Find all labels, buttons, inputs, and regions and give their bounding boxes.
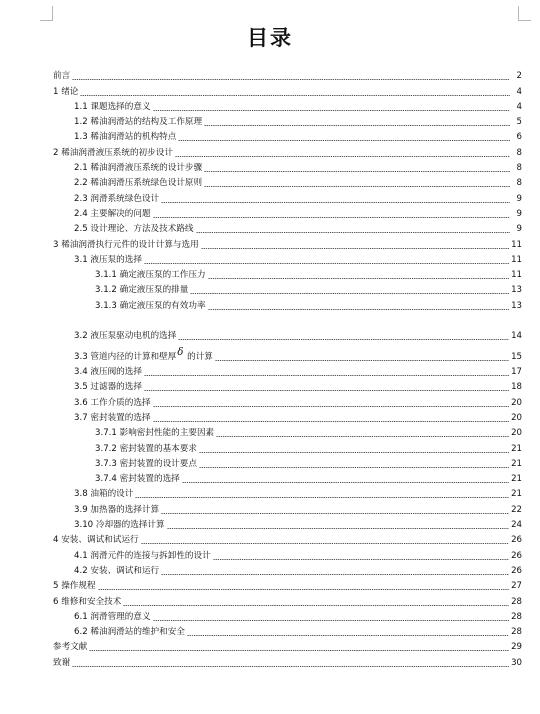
toc-entry-title: 6 维修和安全技术	[53, 596, 122, 607]
toc-page-number: 4	[516, 86, 522, 97]
dot-leader	[135, 497, 509, 498]
toc-page-number: 21	[511, 443, 522, 454]
dot-leader	[187, 635, 509, 636]
toc-page-number: 15	[511, 351, 522, 362]
toc-entry[interactable]	[53, 378, 522, 393]
toc-page-number: 21	[511, 474, 522, 485]
toc-entry-title: 1.2 稀油润滑站的结构及工作原理	[74, 117, 203, 128]
toc-entry-title: 3.8 油箱的设计	[74, 489, 134, 500]
toc-page-number: 28	[511, 611, 522, 622]
toc-entry-title: 3.7.3 密封装置的设计要点	[95, 458, 197, 469]
toc-page-number: 9	[516, 208, 522, 219]
dot-leader	[153, 110, 510, 111]
toc-entry[interactable]	[53, 159, 522, 174]
toc-page-number: 11	[511, 254, 522, 265]
toc-entry[interactable]	[53, 82, 522, 97]
toc-entry[interactable]	[53, 363, 522, 378]
toc-entry[interactable]	[53, 143, 522, 158]
toc-page-number: 11	[511, 239, 522, 250]
toc-entry[interactable]	[53, 67, 522, 82]
delta-symbol: δ	[177, 346, 184, 358]
toc-page-number: 21	[511, 458, 522, 469]
toc-entry-title: 3.4 液压阀的选择	[74, 367, 142, 378]
toc-entry[interactable]	[53, 98, 522, 113]
toc-page-number: 9	[516, 224, 522, 235]
dot-leader	[216, 436, 509, 437]
toc-entry-title: 2.1 稀油润滑液压系统的设计步骤	[74, 163, 203, 174]
toc-page-number: 26	[511, 550, 522, 561]
toc-entry-title: 3.6 工作介质的选择	[74, 397, 151, 408]
toc-page-number: 4	[516, 101, 522, 112]
dot-leader	[144, 375, 509, 376]
dot-leader	[153, 421, 510, 422]
toc-page-number: 2	[516, 71, 522, 82]
toc-entry[interactable]	[53, 424, 522, 439]
dot-leader	[153, 620, 510, 621]
dot-leader	[72, 79, 510, 80]
toc-entry-title: 3.7.2 密封装置的基本要求	[95, 443, 197, 454]
toc-page-number: 20	[511, 428, 522, 439]
dot-leader	[215, 360, 509, 361]
toc-entry-title: 3.7 密封装置的选择	[74, 412, 151, 423]
toc-entry[interactable]	[53, 500, 522, 515]
toc-entry[interactable]	[53, 546, 522, 561]
toc-entry[interactable]	[53, 189, 522, 204]
toc-entry[interactable]	[53, 220, 522, 235]
toc-entry[interactable]	[53, 393, 522, 408]
toc-page-number: 11	[511, 270, 522, 281]
dot-leader	[199, 467, 509, 468]
dot-leader	[89, 650, 509, 651]
toc-entry-title: 3.9 加热器的选择计算	[74, 504, 160, 515]
dot-leader	[182, 482, 509, 483]
toc-page-number: 9	[516, 193, 522, 204]
toc-entry[interactable]	[53, 281, 522, 296]
dot-leader	[199, 452, 509, 453]
dot-leader	[178, 339, 509, 340]
toc-page-number: 24	[511, 520, 522, 531]
toc-page-number: 29	[511, 642, 522, 653]
dot-leader	[190, 293, 509, 294]
toc-entry-title: 2.5 设计理论、方法及技术路线	[74, 224, 194, 235]
toc-page-number: 13	[511, 300, 522, 311]
toc-page-number: 27	[511, 581, 522, 592]
page-title: 目录	[247, 26, 293, 50]
toc-entry[interactable]	[53, 296, 522, 311]
toc-page-number: 8	[516, 147, 522, 158]
toc-entry-title: 2.3 润滑系统绿色设计	[74, 193, 160, 204]
toc-entry[interactable]	[53, 266, 522, 281]
toc-entry-title: 1.1 课题选择的意义	[74, 101, 151, 112]
dot-leader	[123, 605, 509, 606]
dot-leader	[161, 574, 509, 575]
toc-entry-title: 4.1 润滑元件的连接与拆卸性的设计	[74, 550, 211, 561]
page-corner-mark-right	[518, 6, 531, 21]
toc-entry-title: 6.1 润滑管理的意义	[74, 611, 151, 622]
toc-entry[interactable]	[53, 470, 522, 485]
dot-leader	[153, 406, 510, 407]
toc-entry-title: 3.5 过滤器的选择	[74, 382, 142, 393]
toc-page-number: 8	[516, 178, 522, 189]
dot-leader	[178, 140, 510, 141]
toc-entry[interactable]	[53, 205, 522, 220]
toc-entry-title: 1.3 稀油润滑站的机构特点	[74, 132, 177, 143]
toc-page-number: 26	[511, 535, 522, 546]
toc-entry-title: 2 稀油润滑液压系统的初步设计	[53, 147, 173, 158]
dot-leader	[144, 263, 509, 264]
dot-leader	[213, 559, 509, 560]
toc-entry[interactable]	[53, 638, 522, 653]
dot-leader	[208, 278, 510, 279]
dot-leader	[161, 513, 509, 514]
toc-entry-title: 5 操作规程	[53, 581, 96, 592]
toc-entry-title: 前言	[53, 71, 71, 82]
toc-entry[interactable]	[53, 592, 522, 607]
toc-page-number: 17	[511, 367, 522, 378]
toc-entry[interactable]	[53, 113, 522, 128]
dot-leader	[153, 217, 510, 218]
toc-page-number: 18	[511, 382, 522, 393]
toc-entry[interactable]	[53, 439, 522, 454]
toc-entry-title: 3.1.2 确定液压泵的排量	[95, 285, 189, 296]
toc-entry[interactable]	[53, 562, 522, 577]
dot-leader	[208, 309, 510, 310]
toc-entry-title: 2.2 稀油润滑压系统绿色设计原则	[74, 178, 203, 189]
toc-page-number: 20	[511, 412, 522, 423]
toc-entry-title: 3.7.1 影响密封性能的主要因素	[95, 428, 215, 439]
toc-page-number: 28	[511, 596, 522, 607]
toc-entry-title: 3.10 冷却器的选择计算	[74, 520, 165, 531]
dot-leader	[201, 248, 509, 249]
toc-entry-title: 3.3 管道内径的计算和壁厚δ 的计算	[74, 346, 213, 362]
dot-leader	[196, 232, 510, 233]
toc-page-number: 21	[511, 489, 522, 500]
dot-leader	[204, 186, 510, 187]
dot-leader	[167, 528, 509, 529]
toc-entry[interactable]	[53, 516, 522, 531]
toc-entry-title: 6.2 稀油润滑站的维护和安全	[74, 627, 185, 638]
toc-entry-title: 参考文献	[53, 642, 88, 653]
toc-entry[interactable]	[53, 531, 522, 546]
toc-page-number: 26	[511, 565, 522, 576]
toc-page-number: 13	[511, 285, 522, 296]
dot-leader	[98, 589, 509, 590]
toc-entry[interactable]	[53, 251, 522, 266]
toc-page-number: 6	[516, 132, 522, 143]
dot-leader	[204, 125, 510, 126]
toc-entry-title: 4.2 安装、调试和运行	[74, 565, 160, 576]
dot-leader	[72, 666, 509, 667]
toc-page-number: 8	[516, 163, 522, 174]
toc-entry[interactable]	[53, 174, 522, 189]
toc-entry-title: 致谢	[53, 657, 71, 668]
toc-entry-title: 3.1.1 确定液压泵的工作压力	[95, 270, 206, 281]
table-of-contents	[53, 67, 522, 669]
toc-entry[interactable]	[53, 128, 522, 143]
dot-leader	[175, 156, 510, 157]
toc-entry[interactable]	[53, 455, 522, 470]
toc-entry-title: 2.4 主要解决的问题	[74, 208, 151, 219]
toc-page-number: 14	[511, 330, 522, 341]
toc-entry[interactable]	[53, 485, 522, 500]
dot-leader	[80, 95, 510, 96]
toc-entry-title: 4 安装、调试和试运行	[53, 535, 139, 546]
toc-page-number: 20	[511, 397, 522, 408]
toc-page-number: 22	[511, 504, 522, 515]
toc-entry[interactable]	[53, 312, 522, 342]
toc-entry-title: 1 绪论	[53, 86, 79, 97]
dot-leader	[204, 171, 510, 172]
toc-entry[interactable]	[53, 653, 522, 668]
page-corner-mark-left	[40, 6, 53, 21]
toc-entry-title: 3.7.4 密封装置的选择	[95, 474, 180, 485]
toc-entry-title: 3.1 液压泵的选择	[74, 254, 142, 265]
toc-entry-title: 3.2 液压泵驱动电机的选择	[74, 330, 177, 341]
toc-entry[interactable]	[53, 608, 522, 623]
dot-leader	[161, 202, 510, 203]
toc-entry[interactable]	[53, 342, 522, 363]
toc-entry[interactable]	[53, 623, 522, 638]
dot-leader	[144, 390, 509, 391]
toc-entry[interactable]	[53, 409, 522, 424]
toc-page-number: 30	[511, 657, 522, 668]
toc-entry-title: 3.1.3 确定液压泵的有效功率	[95, 300, 206, 311]
dot-leader	[141, 543, 510, 544]
toc-page-number: 5	[516, 117, 522, 128]
toc-entry-title: 3 稀油润滑执行元件的设计计算与选用	[53, 239, 199, 250]
toc-entry[interactable]	[53, 577, 522, 592]
toc-page-number: 28	[511, 627, 522, 638]
toc-entry[interactable]	[53, 235, 522, 250]
